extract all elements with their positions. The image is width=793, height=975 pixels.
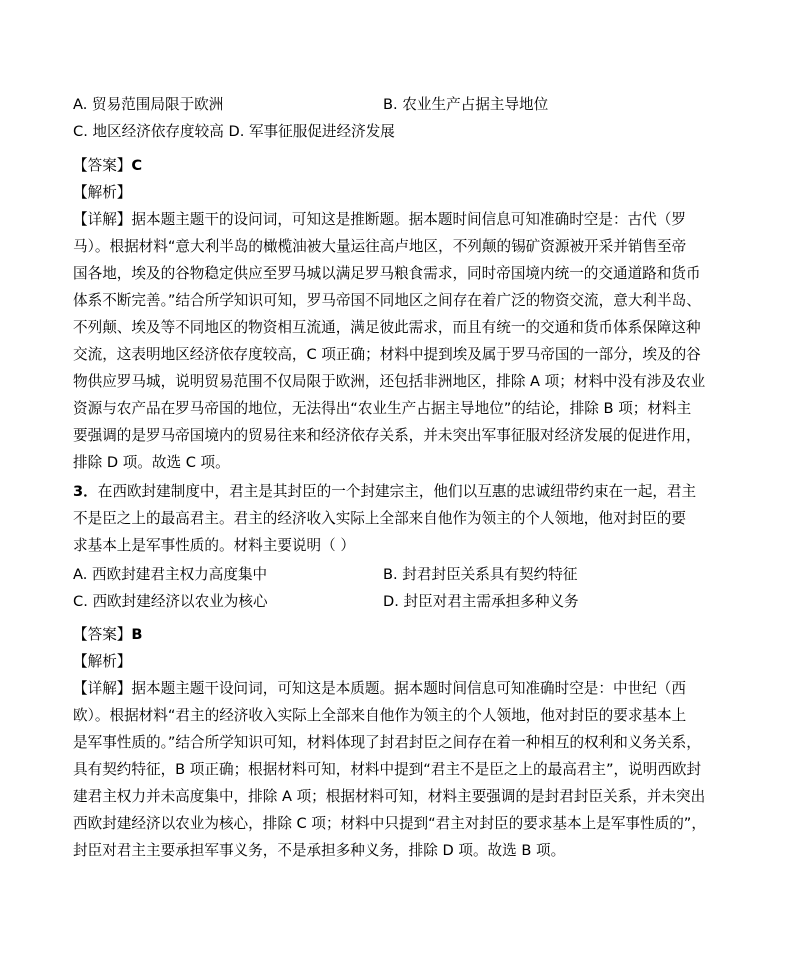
detail-label: 【详解】 <box>73 211 132 228</box>
q2-detail-line-9: 要强调的是罗马帝国境内的贸易往来和经济依存关系，并未突出军事征服对经济发展的促进作用， <box>73 427 701 444</box>
q2-analysis-label: 【解析】 <box>73 184 132 201</box>
q3-analysis-label: 【解析】 <box>73 653 132 670</box>
q2-detail-line-1: 【详解】据本题主题干的设问词，可知这是推断题。据本题时间信息可知准确时空是：古代（罗 <box>73 211 686 228</box>
q2-answer <box>73 156 713 176</box>
q3-detail-line-2: 欧）。根据材料“君主的经济收入实际上全部来自他作为领主的个人领地，他对封臣的要求基本上 <box>73 707 687 724</box>
answer-value: B <box>131 626 143 643</box>
q3-detail-line-5: 建君主权力并未高度集中，排除 A 项；根据材料可知，材料主要强调的是封君封臣关系，并未突出 <box>73 788 706 805</box>
q3-option-d: D. 封臣对君主需承担多种义务 <box>383 593 579 610</box>
q2-option-b: B. 农业生产占据主导地位 <box>383 96 549 113</box>
q3-stem-line-1: 3．在西欧封建制度中，君主是其封臣的一个封建宗主，他们以互惠的忠诚纽带约束在一起，君主 <box>73 483 697 500</box>
q3-stem-line-2: 不是臣之上的最高君主。君主的经济收入实际上全部来自他作为领主的个人领地，他对封臣的要 <box>73 510 686 527</box>
q2-option-a: A. 贸易范围局限于欧洲 <box>73 96 224 113</box>
q2-detail-line-6: 交流，这表明地区经济依存度较高，C 项正确；材料中提到埃及属于罗马帝国的一部分，埃及的谷 <box>73 346 701 363</box>
q3-detail-line-3: 是军事性质的。”结合所学知识可知，材料体现了封君封臣之间存在着一种相互的权利和义务关系， <box>73 734 701 751</box>
q3-detail-line-7: 封臣对君主主要承担军事义务，不是承担多种义务，排除 D 项。故选 B 项。 <box>73 842 566 859</box>
q3-answer <box>73 625 713 645</box>
q3-detail-line-1: 【详解】据本题主题干设问词，可知这是本质题。据本题时间信息可知准确时空是：中世纪（西 <box>73 680 686 697</box>
q2-detail-line-5: 不列颠、埃及等不同地区的物资相互流通，满足彼此需求，而且有统一的交通和货币体系保障这种 <box>73 319 701 336</box>
q3-detail-line-4: 具有契约特征，B 项正确；根据材料可知，材料中提到“君主不是臣之上的最高君主”，说明西欧封 <box>73 761 702 778</box>
q3-option-b: B. 封君封臣关系具有契约特征 <box>383 566 578 583</box>
q2-detail-line-10: 排除 D 项。故选 C 项。 <box>73 454 230 471</box>
q2-detail-line-8: 资源与农产品在罗马帝国的地位，无法得出“农业生产占据主导地位”的结论，排除 B 项；材料主 <box>73 400 692 417</box>
q2-detail-line-2: 马）。根据材料“意大利半岛的橄榄油被大量运往高卢地区，不列颠的锡矿资源被开采并销售至帝 <box>73 238 687 255</box>
q2-detail-line-4: 体系不断完善。”结合所学知识可知，罗马帝国不同地区之间存在着广泛的物资交流，意大利半岛、 <box>73 292 701 309</box>
q3-option-a: A. 西欧封建君主权力高度集中 <box>73 566 268 583</box>
q2-detail-line-3: 国各地，埃及的谷物稳定供应至罗马城以满足罗马粮食需求，同时帝国境内统一的交通道路和货币 <box>73 265 701 282</box>
q2-option-cd: C. 地区经济依存度较高 D. 军事征服促进经济发展 <box>73 123 395 140</box>
q3-detail-line-6: 西欧封建经济以农业为核心，排除 C 项；材料中只提到“君主对封臣的要求基本上是军事性质的”， <box>73 815 706 832</box>
answer-value: C <box>131 157 143 174</box>
q2-detail-line-7: 物供应罗马城，说明贸易范围不仅局限于欧洲，还包括非洲地区，排除 A 项；材料中没有涉及农业 <box>73 373 706 390</box>
detail-label: 【详解】 <box>73 680 132 697</box>
q3-option-c: C. 西欧封建经济以农业为核心 <box>73 593 268 610</box>
answer-label: 【答案】 <box>73 626 132 643</box>
q3-stem-line-3: 求基本上是军事性质的。材料主要说明（ ） <box>73 537 355 554</box>
question-number: 3． <box>73 483 98 500</box>
answer-label: 【答案】 <box>73 157 132 174</box>
